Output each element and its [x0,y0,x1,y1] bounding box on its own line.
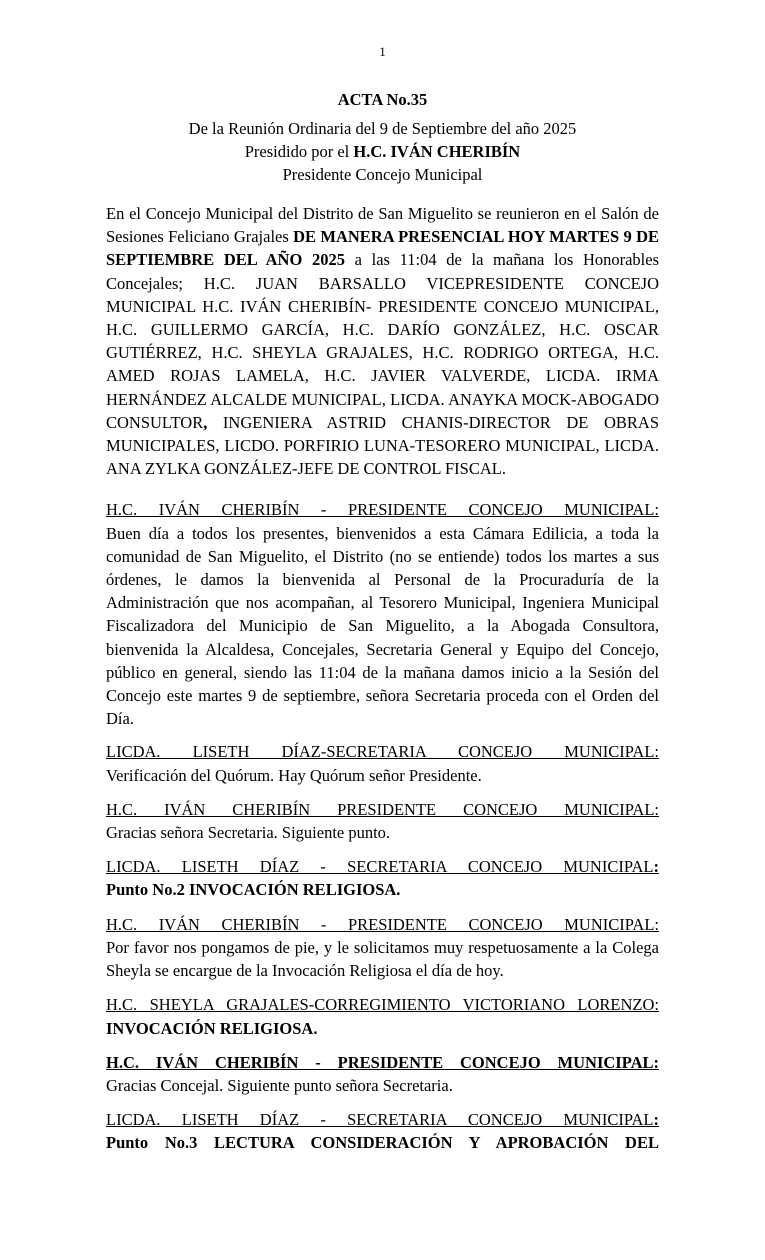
speech-text: Gracias Concejal. Siguiente punto señora Secretaria. [106,1075,453,1095]
speaker-label: LICDA. LISETH DÍAZ-SECRETARIA CONCEJO MUNICIPAL: [106,742,659,762]
speech-text: Punto No.2 INVOCACIÓN RELIGIOSA. [106,880,401,900]
speech-text: Gracias señora Secretaria. Siguiente punto. [106,823,391,843]
speaker-name: LICDA. LISETH DÍAZ - SECRETARIA CONCEJO MUNICIPAL [106,1110,654,1130]
intro-bold-date: DE MANERA PRESENCIAL HOY MARTES 9 DE SEPTIEMBRE DEL AÑO 2025 [106,227,660,270]
speaker-label: H.C. IVÁN CHERIBÍN - PRESIDENTE CONCEJO MUNICIPAL: [106,500,659,520]
intro-paragraph [106,202,659,480]
entry-president-next [106,1051,659,1097]
entry-president-invocation [106,913,659,983]
entry-secretary-point-3 [106,1108,659,1154]
speaker-label: H.C. IVÁN CHERIBÍN - PRESIDENTE CONCEJO MUNICIPAL: [106,1052,659,1072]
presided-line [106,140,659,163]
speaker-label: H.C. IVÁN CHERIBÍN - PRESIDENTE CONCEJO MUNICIPAL: [106,914,659,934]
entry-president-thanks [106,798,659,844]
speaker-label [106,1108,659,1131]
document-body [106,202,659,1166]
speech-text: Por favor nos pongamos de pie, y le solicitamos muy respetuosamente a la Colega Sheyla se encargue de la Invocación Religiosa el día de hoy. [106,937,659,981]
intro-text-1: En el Concejo Municipal del Distrito de San Miguelito se reunieron en el Salón de Sesiones Feliciano Grajales [106,204,659,247]
session-subtitle: De la Reunión Ordinaria del 9 de Septiembre del año 2025 [188,119,577,138]
speaker-label [106,855,659,878]
speaker-colon: : [653,857,659,877]
document-header [106,88,659,186]
entry-sheyla-invocation [106,993,659,1039]
acta-title: ACTA No.35 [337,90,428,109]
speech-text: Verificación del Quórum. Hay Quórum señor Presidente. [106,765,482,785]
entry-president-welcome [106,498,659,730]
speaker-label: H.C. IVÁN CHERIBÍN PRESIDENTE CONCEJO MUNICIPAL: [106,799,659,819]
president-name: H.C. IVÁN CHERIBÍN [353,142,521,161]
page-number: 1 [379,44,386,59]
speaker-colon: : [653,1110,659,1130]
entry-secretary-point-2 [106,855,659,901]
speech-text: INVOCACIÓN RELIGIOSA. [106,1018,318,1038]
presided-prefix: Presidido por el [244,142,354,161]
speech-text: Punto No.3 LECTURA CONSIDERACIÓN Y APROBACIÓN DEL [106,1133,659,1153]
president-role: Presidente Concejo Municipal [282,165,483,184]
speaker-name: LICDA. LISETH DÍAZ - SECRETARIA CONCEJO MUNICIPAL [106,857,654,877]
speech-text: Buen día a todos los presentes, bienvenidos a esta Cámara Edilicia, a toda la comunidad de San Miguelito, el Distrito (no se entiende) todos los martes a sus órdenes, le damos la bienvenida al Personal de la Procuraduría de la Administración que nos acompañan, al Tesorero Municipal, Ingeniera Municipal Fiscalizadora del Municipio de San Miguelito, a la Abogada Consultora, bienvenida la Alcaldesa, Concejales, Secretaria General y Equipo del Concejo, público en general, siendo las 11:04 de la mañana damos inicio a la Sesión del Concejo este martes 9 de septiembre, señora Secretaria proceda con el Orden del Día. [106,523,659,729]
speaker-label: H.C. SHEYLA GRAJALES-CORREGIMIENTO VICTORIANO LORENZO: [106,995,659,1015]
intro-comma: , [203,412,208,432]
intro-text-3: INGENIERA ASTRID CHANIS-DIRECTOR DE OBRAS MUNICIPALES, LICDO. PORFIRIO LUNA-TESORERO MUNICIPAL, LICDA. ANA ZYLKA GONZÁLEZ-JEFE DE CONTROL FISCAL. [106,412,659,479]
entry-secretary-quorum [106,740,659,786]
intro-text-2: a las 11:04 de la mañana los Honorables Concejales; H.C. JUAN BARSALLO VICEPRESIDENTE CONCEJO MUNICIPAL H.C. IVÁN CHERIBÍN- PRESIDENTE CONCEJO MUNICIPAL, H.C. GUILLERMO GARCÍA, H.C. DARÍO GONZÁLEZ, H.C. OSCAR GUTIÉRREZ, H.C. SHEYLA GRAJALES, H.C. RODRIGO ORTEGA, H.C. AMED ROJAS LAMELA, H.C. JAVIER VALVERDE, LICDA. IRMA HERNÁNDEZ ALCALDE MUNICIPAL, LICDA. ANAYKA MOCK-ABOGADO CONSULTOR [106,250,660,432]
